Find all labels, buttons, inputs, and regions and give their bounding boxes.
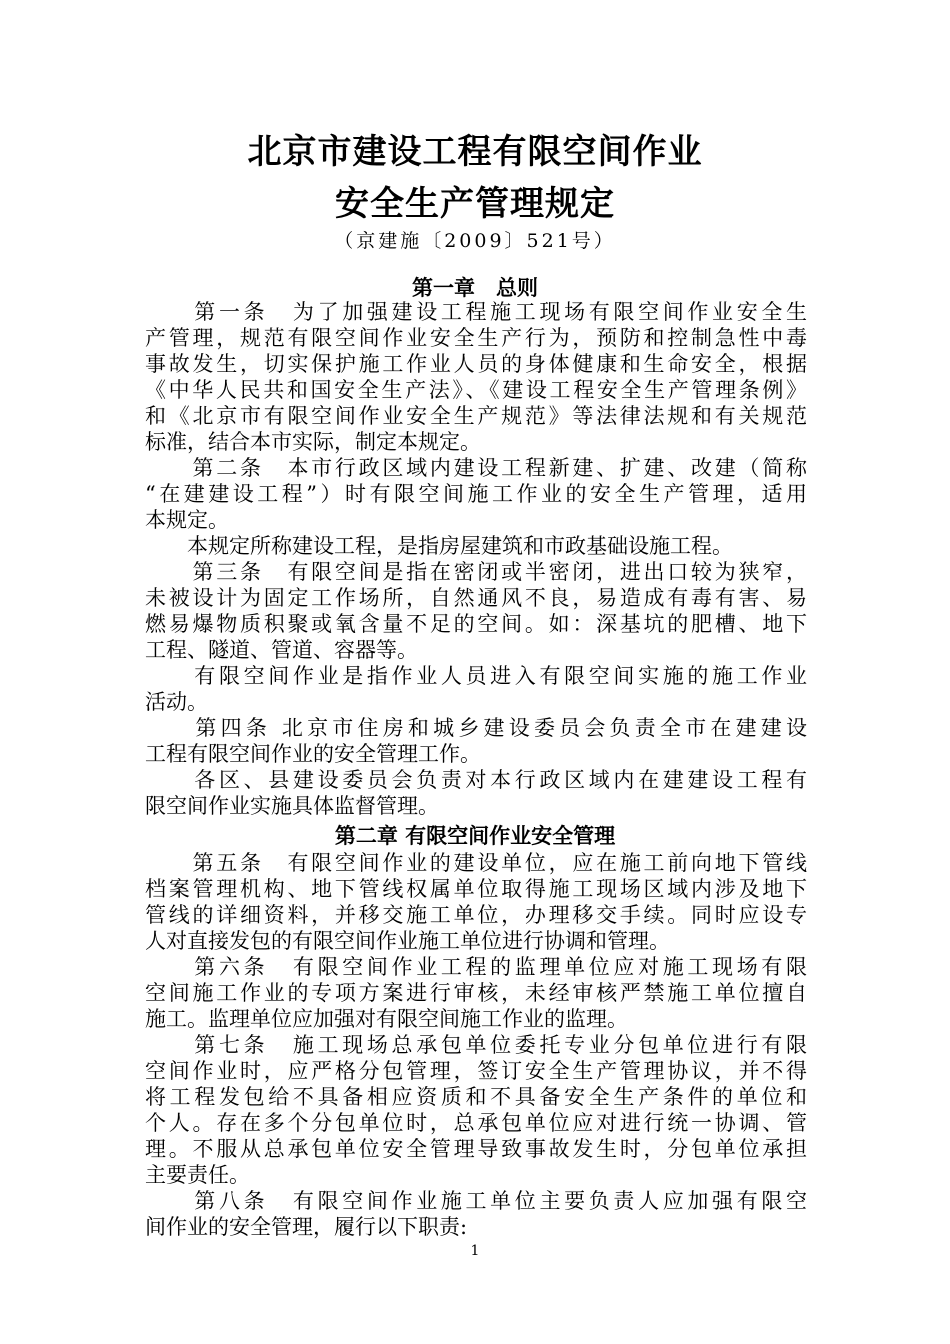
text-line: 第七条 施工现场总承包单位委托专业分包单位进行有限 — [145, 1033, 807, 1057]
page-number: 1 — [470, 1243, 480, 1259]
text-line: 第二条 本市行政区域内建设工程新建、扩建、改建（简称 — [145, 456, 807, 480]
text-line: 空间施工作业的专项方案进行审核，未经审核严禁施工单位擅自 — [145, 981, 807, 1005]
text-line: 间作业的安全管理，履行以下职责: — [145, 1215, 468, 1239]
text-line: 施工。监理单位应加强对有限空间施工作业的监理。 — [145, 1007, 628, 1031]
document-title-line-2: 安全生产管理规定 — [335, 184, 615, 224]
text-line: 标准，结合本市实际，制定本规定。 — [145, 430, 481, 454]
chapter-2-heading: 第二章 有限空间作业安全管理 — [334, 824, 616, 848]
text-line: 各区、县建设委员会负责对本行政区域内在建建设工程有 — [145, 768, 807, 792]
text-line: “在建建设工程”）时有限空间施工作业的安全生产管理，适用 — [145, 482, 807, 506]
chapter-1-heading: 第一章 总则 — [412, 276, 538, 300]
text-line: 本规定。 — [145, 508, 229, 532]
text-line: 工程、隧道、管道、容器等。 — [145, 638, 418, 662]
text-line: 限空间作业实施具体监督管理。 — [145, 794, 439, 818]
text-line: 《中华人民共和国安全生产法》、《建设工程安全生产管理条例》 — [145, 378, 807, 402]
text-line: 档案管理机构、地下管线权属单位取得施工现场区域内涉及地下 — [145, 877, 807, 901]
document-number: （京建施〔2009〕521号） — [334, 230, 616, 252]
text-line: 有限空间作业是指作业人员进入有限空间实施的施工作业 — [145, 664, 807, 688]
document-title-line-1: 北京市建设工程有限空间作业 — [247, 132, 703, 172]
text-line: 工程有限空间作业的安全管理工作。 — [145, 742, 481, 766]
text-line: 将工程发包给不具备相应资质和不具备安全生产条件的单位和 — [145, 1085, 807, 1109]
text-line: 第三条 有限空间是指在密闭或半密闭，进出口较为狭窄， — [145, 560, 807, 584]
text-line: 和《北京市有限空间作业安全生产规范》等法律法规和有关规范 — [145, 404, 807, 428]
text-line: 第五条 有限空间作业的建设单位，应在施工前向地下管线 — [145, 851, 807, 875]
text-line: 活动。 — [145, 690, 208, 714]
text-line: 理。不服从总承包单位安全管理导致事故发生时，分包单位承担 — [145, 1137, 807, 1161]
text-line: 人对直接发包的有限空间作业施工单位进行协调和管理。 — [145, 929, 670, 953]
text-line: 第八条 有限空间作业施工单位主要负责人应加强有限空 — [145, 1189, 807, 1213]
text-line: 本规定所称建设工程，是指房屋建筑和市政基础设施工程。 — [145, 534, 733, 558]
text-line: 事故发生，切实保护施工作业人员的身体健康和生命安全，根据 — [145, 352, 807, 376]
text-line: 空间作业时，应严格分包管理，签订安全生产管理协议，并不得 — [145, 1059, 807, 1083]
text-line: 管线的详细资料，并移交施工单位，办理移交手续。同时应设专 — [145, 903, 807, 927]
text-line: 主要责任。 — [145, 1163, 250, 1187]
text-line: 未被设计为固定工作场所，自然通风不良，易造成有毒有害、易 — [145, 586, 807, 610]
text-line: 第四条 北京市住房和城乡建设委员会负责全市在建建设 — [145, 716, 807, 740]
text-line: 燃易爆物质积聚或氧含量不足的空间。如：深基坑的肥槽、地下 — [145, 612, 807, 636]
text-line: 产管理，规范有限空间作业安全生产行为，预防和控制急性中毒 — [145, 326, 807, 350]
text-line: 个人。存在多个分包单位时，总承包单位应对进行统一协调、管 — [145, 1111, 807, 1135]
text-line: 第一条 为了加强建设工程施工现场有限空间作业安全生 — [145, 300, 807, 324]
text-line: 第六条 有限空间作业工程的监理单位应对施工现场有限 — [145, 955, 807, 979]
